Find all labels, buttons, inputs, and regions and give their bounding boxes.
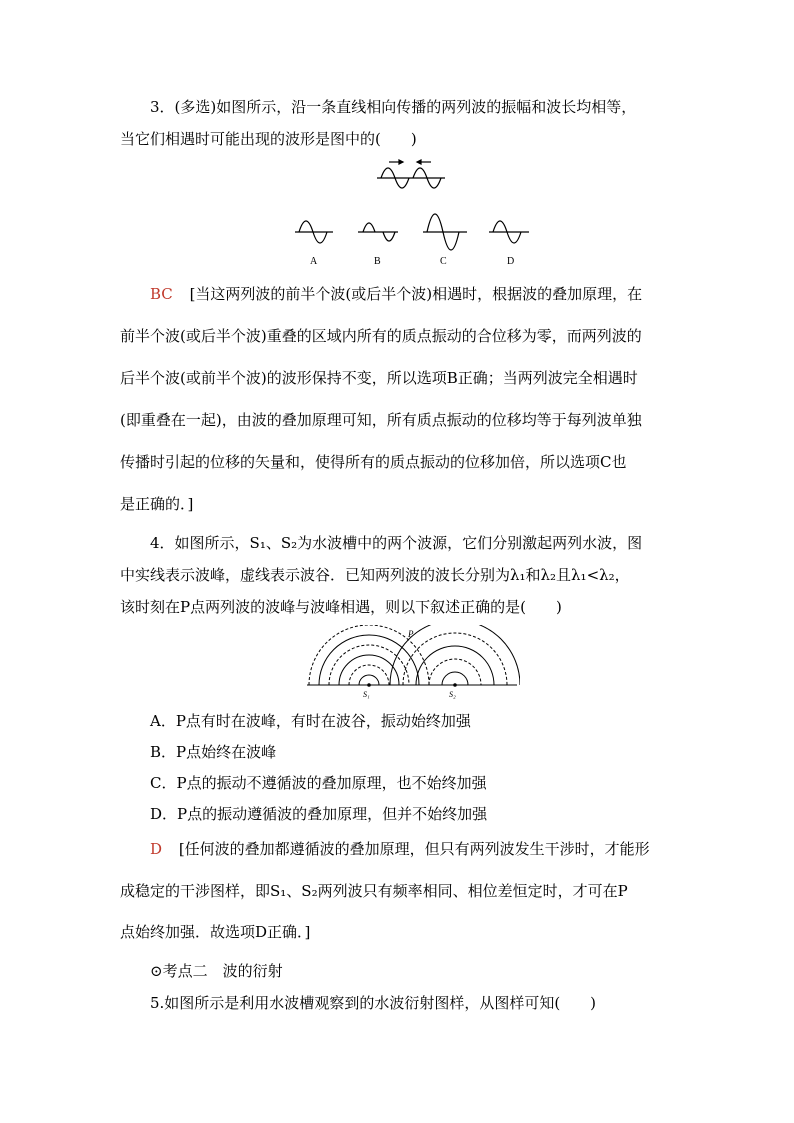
q3-label-b: B	[374, 256, 381, 267]
q4-line-2: 中实线表示波峰，虚线表示波谷．已知两列波的波长分别为λ₁和λ₂且λ₁<λ₂，	[120, 566, 630, 584]
q3-label-a: A	[310, 256, 318, 267]
q3-option-c-wave	[423, 214, 467, 250]
q4-answer-line	[150, 838, 650, 859]
q3-wave-figure	[285, 156, 545, 268]
q4-label-p: P	[408, 629, 414, 639]
q5-line-1: 5.如图所示是利用水波槽观察到的水波衍射图样，从图样可知( )	[150, 994, 597, 1012]
q3-expl-5: 传播时引起的位移的矢量和，使得所有的质点振动的位移加倍，所以选项C也	[120, 453, 627, 471]
q4-option-d: D．P点的振动遵循波的叠加原理，但并不始终加强	[150, 805, 488, 823]
q3-line-1: 3．(多选)如图所示，沿一条直线相向传播的两列波的振幅和波长均相等，	[150, 98, 637, 116]
q3-top-waves	[377, 160, 445, 188]
q3-expl-3: 后半个波(或前半个波)的波形保持不变，所以选项B正确；当两列波完全相遇时	[120, 369, 638, 387]
q3-answer-line	[150, 283, 642, 304]
q4-answer: D	[150, 840, 163, 858]
q3-answer: BC	[150, 285, 173, 303]
q3-label-d: D	[507, 256, 515, 267]
q4-expl-3: 点始终加强．故选项D正确．]	[120, 923, 311, 941]
q4-line-1: 4．如图所示，S₁、S₂为水波槽中的两个波源，它们分别激起两列水波，图	[150, 534, 643, 552]
q3-option-d-wave	[489, 221, 529, 243]
section-heading: ⊙考点二 波的衍射	[150, 962, 283, 980]
q3-expl-2: 前半个波(或后半个波)重叠的区域内所有的质点振动的合位移为零，而两列波的	[120, 327, 642, 345]
q4-line-3: 该时刻在P点两列波的波峰与波峰相遇，则以下叙述正确的是( )	[120, 598, 562, 616]
q3-expl-1: [当这两列波的前半个波(或后半个波)相遇时，根据波的叠加原理，在	[189, 285, 643, 303]
q3-line-2: 当它们相遇时可能出现的波形是图中的( )	[120, 130, 417, 148]
q4-expl-2: 成稳定的干涉图样，即S₁、S₂两列波只有频率相同、相位差恒定时，才可在P	[120, 882, 628, 900]
q4-wave-sources-figure	[305, 625, 520, 700]
q4-expl-1: [任何波的叠加都遵循波的叠加原理，但只有两列波发生干涉时，才能形	[178, 840, 650, 858]
q3-expl-4: (即重叠在一起)，由波的叠加原理可知，所有质点振动的位移均等于每列波单独	[120, 411, 642, 429]
q4-option-c: C．P点的振动不遵循波的叠加原理，也不始终加强	[150, 774, 487, 792]
q3-option-a-wave	[295, 221, 333, 243]
q4-label-s1: S₁	[363, 690, 370, 699]
q4-option-a: A．P点有时在波峰，有时在波谷，振动始终加强	[150, 712, 471, 730]
q3-expl-6: 是正确的．]	[120, 495, 194, 513]
q4-label-s2: S₂	[449, 690, 456, 699]
q3-label-c: C	[440, 256, 447, 267]
q3-option-b-wave	[358, 223, 398, 241]
q4-option-b: B．P点始终在波峰	[150, 743, 277, 761]
